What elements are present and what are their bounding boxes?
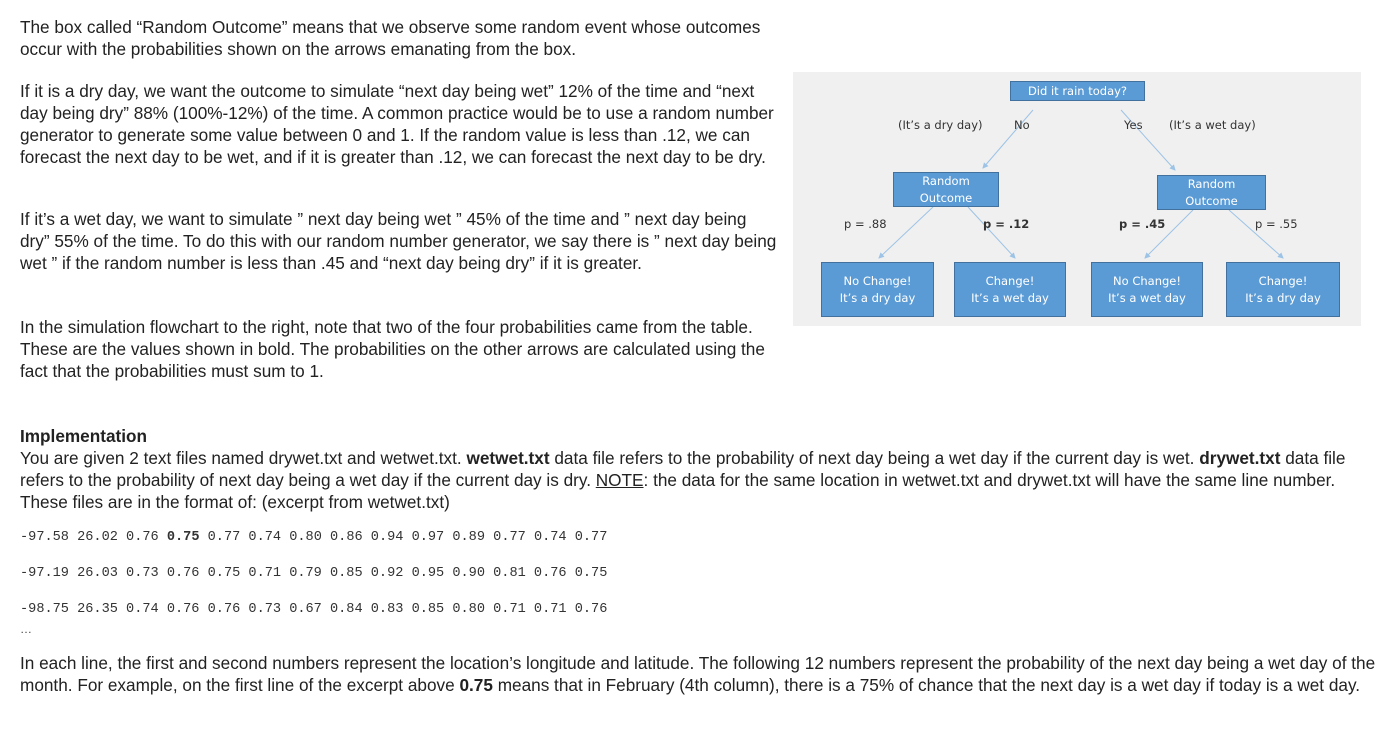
leaf-box-change-wet xyxy=(954,262,1066,317)
closing-bold-value: 0.75 xyxy=(459,675,493,695)
probability-label-088: p = .88 xyxy=(844,217,887,231)
leaf1-line1: No Change! xyxy=(843,273,912,288)
closing-text-1: In each line, the first and second numbers represent the location’s longitude and latitude. The following 12 numbers represent the probability of the next day being a wet day of the month. For example, on the first line of the excerpt above xyxy=(20,653,1376,695)
probability-label-012: p = .12 xyxy=(983,217,1030,231)
leaf3-line2: It’s a wet day xyxy=(1108,290,1186,305)
branch-label-yes: Yes xyxy=(1124,118,1143,132)
arrow-left-to-leaf2 xyxy=(968,207,1015,258)
note-label: NOTE xyxy=(595,470,644,490)
intro-paragraph-flowchart-note: In the simulation flowchart to the right, note that two of the four probabilities came from the table. These are the values shown in bold. The probabilities on the other arrows are calculated using the fact that the probabilities must sum to 1. xyxy=(20,317,765,381)
probability-label-045: p = .45 xyxy=(1119,217,1166,231)
random-outcome-box-left xyxy=(893,172,999,207)
dry-day-note: (It’s a dry day) xyxy=(898,118,983,132)
leaf-box-no-change-wet xyxy=(1091,262,1203,317)
leaf4-line2: It’s a dry day xyxy=(1245,290,1321,305)
closing-text-2: means that in February (4th column), there is a 75% of chance that the next day is a wet day if today is a wet day. xyxy=(492,675,1361,695)
root-decision-box xyxy=(1010,81,1145,101)
code-line-1-start: -97.58 26.02 0.76 xyxy=(20,530,167,545)
random-outcome-left-line2: Outcome xyxy=(919,190,973,205)
drywet-filename: drywet.txt xyxy=(1199,448,1281,468)
arrow-left-to-leaf1 xyxy=(879,207,933,258)
intro-paragraph-wet-day: If it’s a wet day, we want to simulate ” next day being wet ” 45% of the time and ” next day being dry” 55% of the time. To do this with our random number generator, we say there is ” next day being wet ” if the random number is less than .45 and “next day being dry” if it is greater. xyxy=(20,209,777,273)
implementation-text-1: You are given 2 text files named drywet.txt and wetwet.txt. xyxy=(20,448,467,468)
code-ellipsis: … xyxy=(20,622,32,636)
root-decision-label: Did it rain today? xyxy=(1027,83,1128,98)
random-outcome-right-line2: Outcome xyxy=(1185,193,1238,208)
implementation-text-4: : the data for the same location in wetwet.txt and drywet.txt will have the same line number. These files are in the format of: (excerpt from wetwet.txt) xyxy=(20,470,1336,512)
implementation-text-2: data file refers to the probability of next day being a wet day if the current day is wet. xyxy=(549,448,1200,468)
code-line-1 xyxy=(20,530,607,545)
leaf2-line2: It’s a wet day xyxy=(971,290,1049,305)
closing-paragraph xyxy=(20,652,1380,696)
random-outcome-right-line1: Random xyxy=(1187,176,1236,191)
code-line-2: -97.19 26.03 0.73 0.76 0.75 0.71 0.79 0.85 0.92 0.95 0.90 0.81 0.76 0.75 xyxy=(20,566,608,581)
implementation-heading: Implementation xyxy=(20,426,148,446)
code-line-1-end: 0.77 0.74 0.80 0.86 0.94 0.97 0.89 0.77 0.74 0.77 xyxy=(199,530,608,545)
branch-label-no: No xyxy=(1014,118,1030,132)
leaf-box-no-change-dry xyxy=(821,262,934,317)
leaf-box-change-dry xyxy=(1226,262,1340,317)
leaf4-line1: Change! xyxy=(1258,273,1308,288)
simulation-flowchart xyxy=(793,72,1361,326)
leaf3-line1: No Change! xyxy=(1113,273,1181,288)
leaf1-line2: It’s a dry day xyxy=(839,290,916,305)
leaf2-line1: Change! xyxy=(985,273,1035,288)
probability-label-055: p = .55 xyxy=(1255,217,1298,231)
wet-day-note: (It’s a wet day) xyxy=(1169,118,1256,132)
code-line-3: -98.75 26.35 0.74 0.76 0.76 0.73 0.67 0.84 0.83 0.85 0.80 0.71 0.71 0.76 xyxy=(20,602,608,617)
random-outcome-box-right xyxy=(1157,175,1266,210)
implementation-section xyxy=(20,425,1380,513)
implementation-text-3: data file refers to the probability of next day being a wet day if the current day is dry. xyxy=(20,448,1346,490)
wetwet-filename: wetwet.txt xyxy=(466,448,550,468)
intro-paragraph-dry-day: If it is a dry day, we want the outcome to simulate “next day being wet” 12% of the time and “next day being dry” 88% (100%-12%) of the time. A common practice would be to use a random number generator to generate some value between 0 and 1. If the random value is less than .12, we can forecast the next day to be wet, and if it is greater than .12, we can forecast the next day to be dry. xyxy=(20,81,774,167)
code-line-1-bold-value: 0.75 xyxy=(166,530,200,545)
random-outcome-left-line1: Random xyxy=(922,173,970,188)
intro-paragraph-random-outcome: The box called “Random Outcome” means that we observe some random event whose outcomes occur with the probabilities shown on the arrows emanating from the box. xyxy=(20,17,761,59)
